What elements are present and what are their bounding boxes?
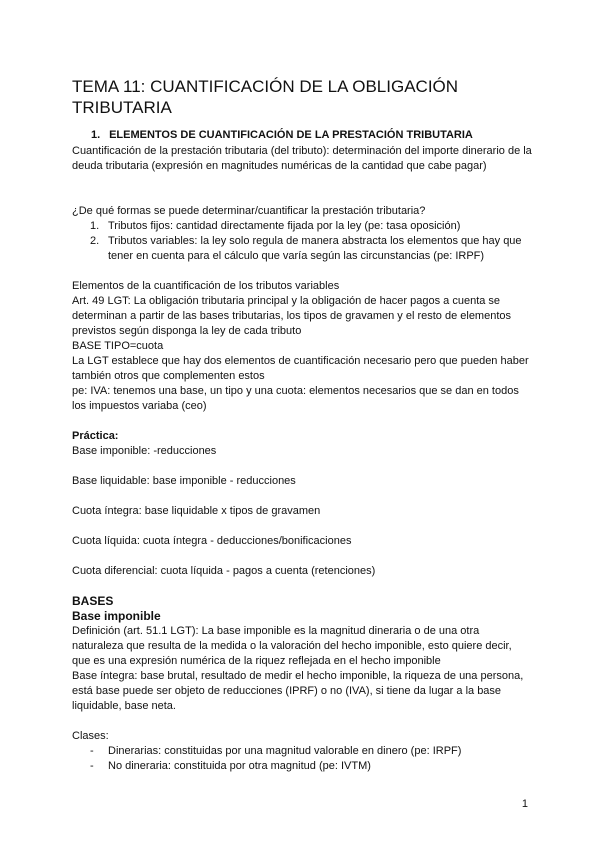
page-title: TEMA 11: CUANTIFICACIÓN DE LA OBLIGACIÓN TRIBUTARIA [72,77,459,117]
section-number: 1. [91,129,101,141]
practica-line: Cuota íntegra: base liquidable x tipos de gravamen [72,505,321,517]
definicion-paragraph: Definición (art. 51.1 LGT): La base imponible es la magnitud dineraria o de una otra naturaleza que resulta de la medida o la valoración del hecho imponible, esto quiere decir, que es una expresión numérica de la riquez reflejada en el hecho imponible [72,625,512,667]
base-imponible-heading: Base imponible [72,609,161,623]
section-title: ELEMENTOS DE CUANTIFICACIÓN DE LA PRESTACIÓN TRIBUTARIA [109,129,473,141]
lgt-paragraph: La LGT establece que hay dos elementos de cuantificación necesario pero que pueden haber también otros que complementen estos [72,355,529,382]
list-item: 1. Tributos fijos: cantidad directamente fijada por la ley (pe: tasa oposición) [90,220,461,232]
variables-heading: Elementos de la cuantificación de los tributos variables [72,280,340,292]
section-heading [91,128,532,143]
list-item: - Dinerarias: constituidas por una magnitud valorable en dinero (pe: IRPF) [90,745,462,757]
practica-heading: Práctica: [72,430,119,442]
clases-label: Clases: [72,730,109,742]
practica-line: Base imponible: -reducciones [72,445,217,457]
formula-line: BASE TIPO=cuota [72,340,164,352]
bases-heading: BASES [72,594,114,608]
list-item: - No dineraria: constituida por otra magnitud (pe: IVTM) [90,760,371,772]
list-item: 2. Tributos variables: la ley solo regula de manera abstracta los elementos que hay que tener en cuenta para el cálculo que varía según las circunstancias (pe: IRPF) [90,235,522,262]
question-text: ¿De qué formas se puede determinar/cuantificar la prestación tributaria? [72,205,426,217]
art49-paragraph: Art. 49 LGT: La obligación tributaria principal y la obligación de hacer pagos a cuenta se determinan a partir de las bases tributarias, los tipos de gravamen y el resto de elementos previstos según disponga la ley de cada tributo [72,295,512,337]
page-number: 1 [521,798,528,810]
base-integra-paragraph: Base íntegra: base brutal, resultado de medir el hecho imponible, la riqueza de una persona, está base puede ser objeto de reducciones (IPRF) o no (IVA), si tiene da lugar a la base liquidable, base neta. [72,670,524,712]
practica-line: Cuota diferencial: cuota líquida - pagos a cuenta (retenciones) [72,565,376,577]
practica-line: Cuota líquida: cuota íntegra - deducciones/bonificaciones [72,535,352,547]
iva-paragraph: pe: IVA: tenemos una base, un tipo y una cuota: elementos necesarios que se dan en todos los impuestos variaba (ceo) [72,385,519,412]
document-body [72,128,532,774]
forms-list [72,219,532,264]
section-intro: Cuantificación de la prestación tributaria (del tributo): determinación del importe dinerario de la deuda tributaria (expresión en magnitudes numéricas de la cantidad que cabe pagar) [72,145,532,172]
practica-line: Base liquidable: base imponible - reducciones [72,475,296,487]
clases-list [72,744,532,774]
